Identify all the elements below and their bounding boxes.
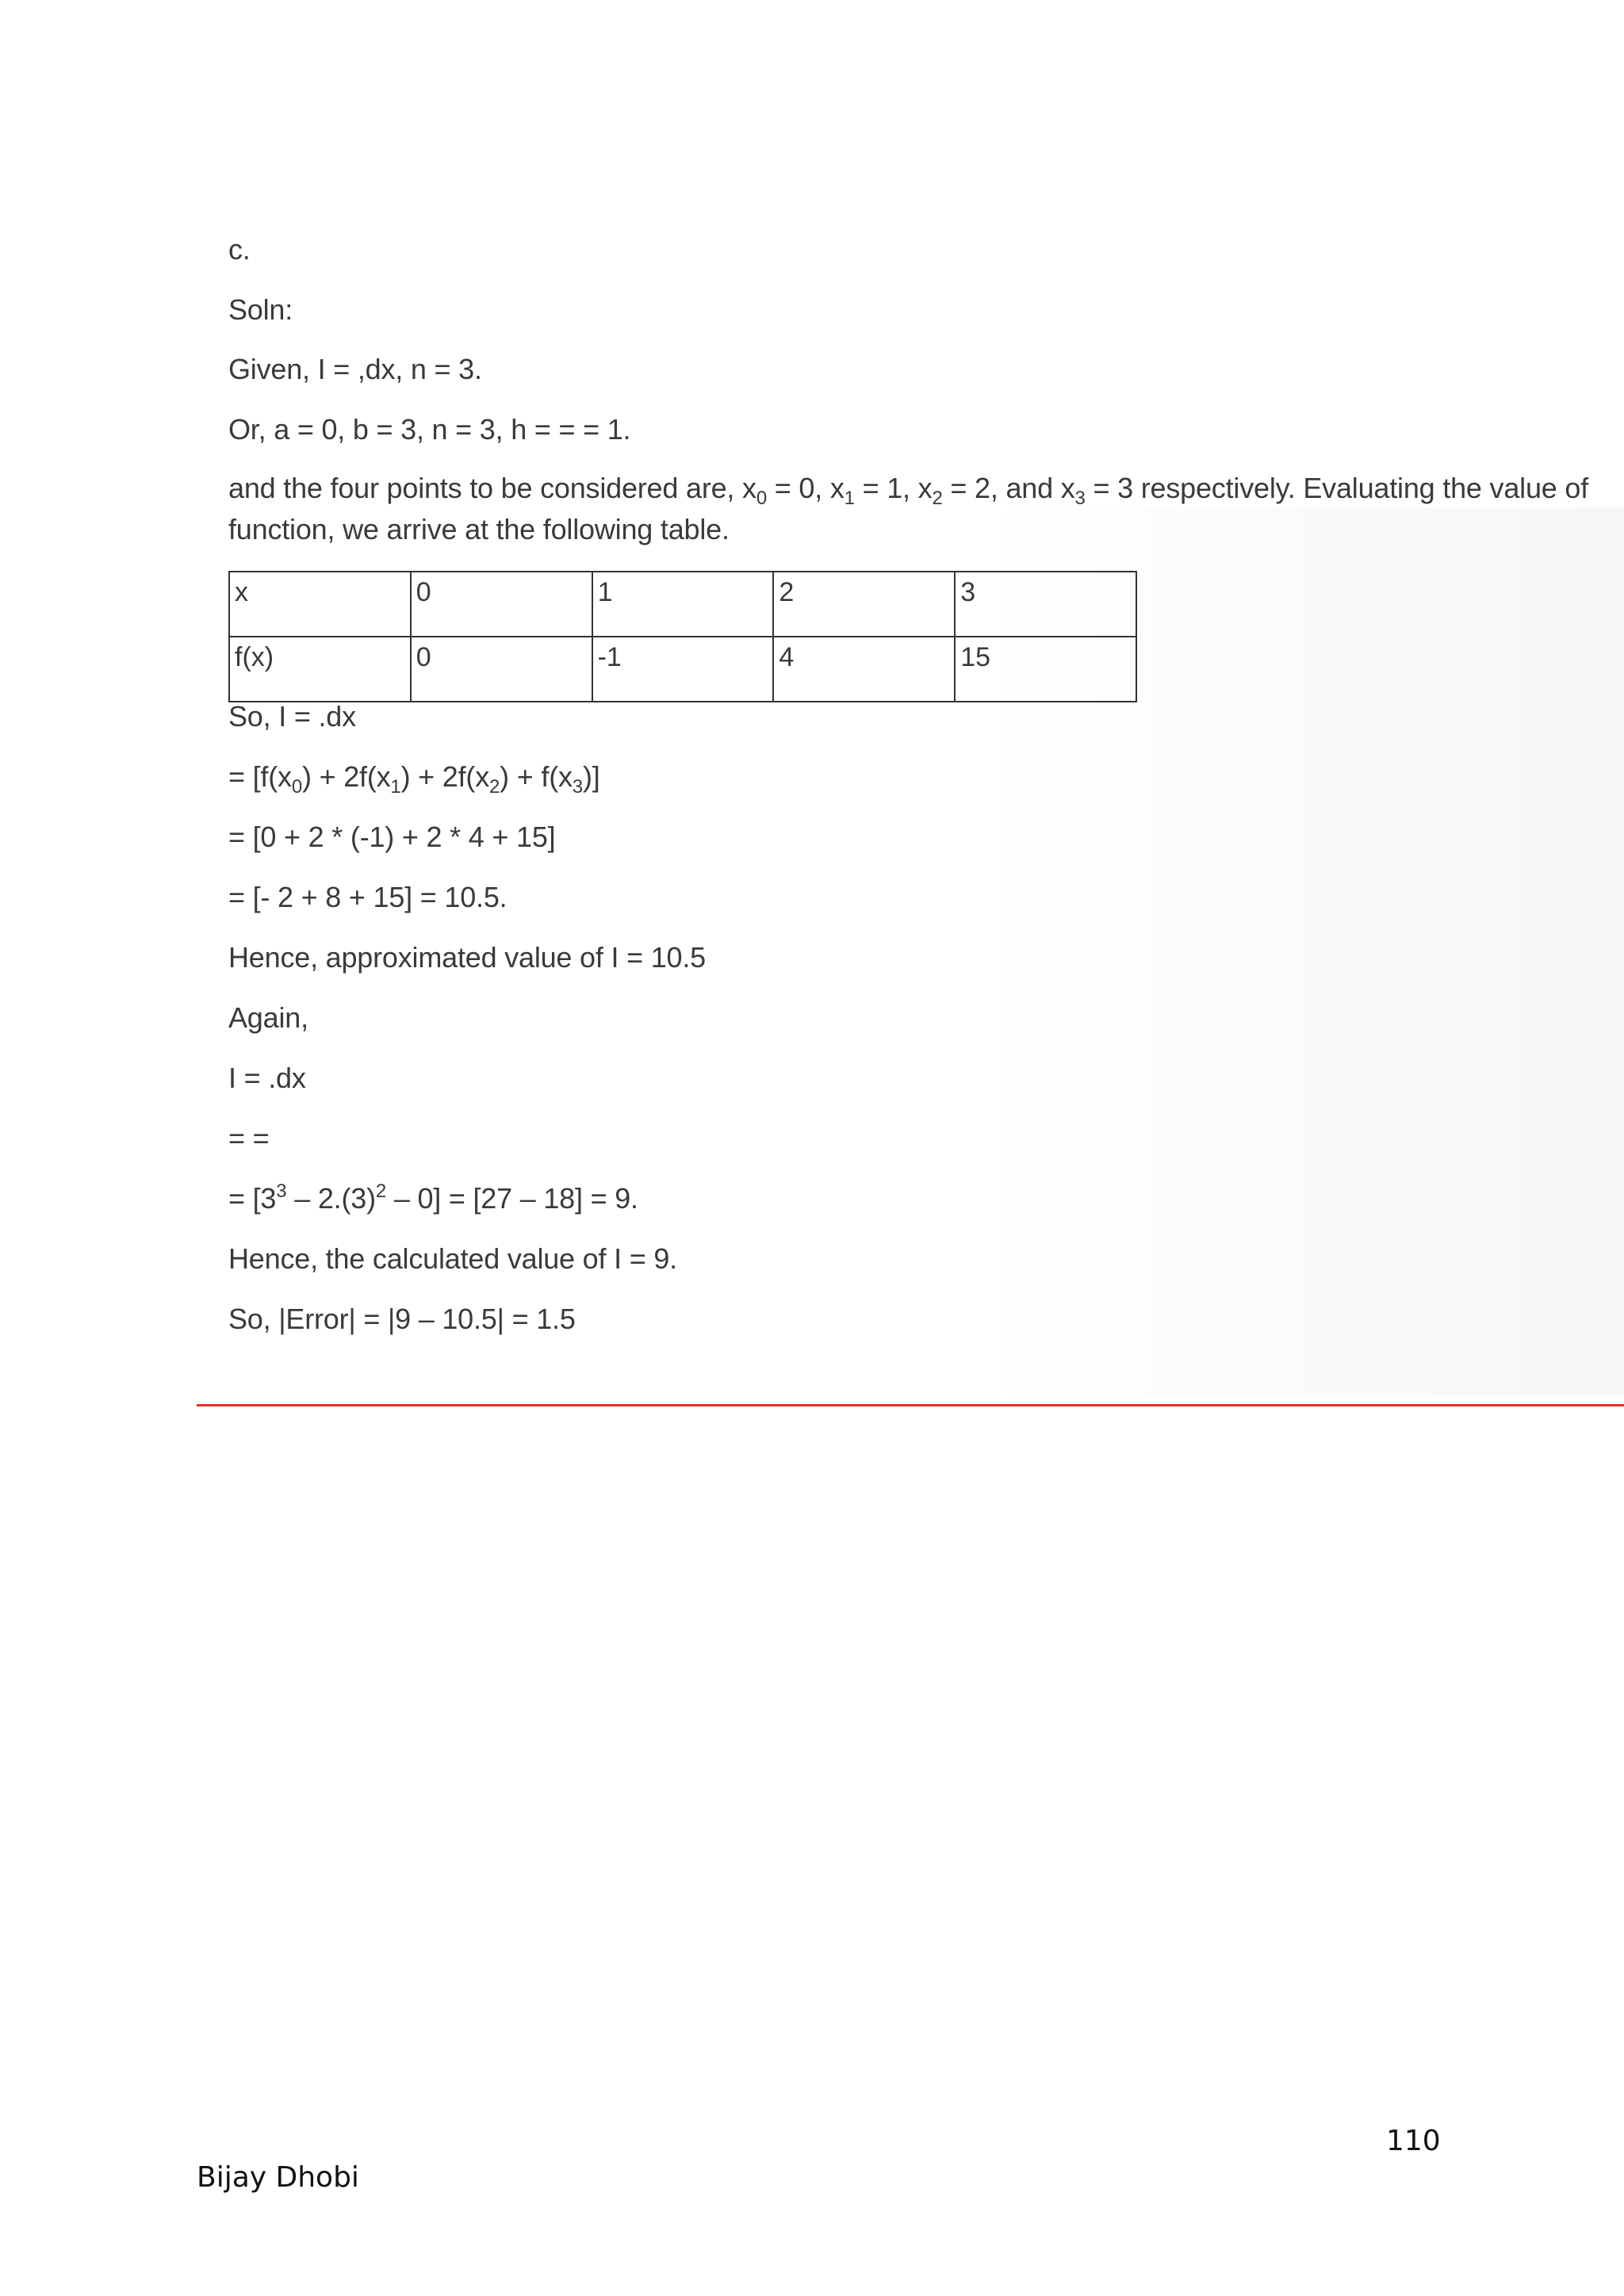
table-cell: 2 — [773, 572, 955, 637]
approx-value-line: Hence, approximated value of I = 10.5 — [228, 941, 706, 974]
table-cell: -1 — [592, 637, 774, 702]
table-cell: 0 — [411, 637, 592, 702]
integral-line: I = .dx — [228, 1062, 306, 1094]
table-cell: 4 — [773, 637, 955, 702]
points-paragraph: and the four points to be considered are, $x_0 = 0$, $x_1 = 1$, $x_2 = 2$, and $x_3 = 3$ respectively. Evaluating the value of function, we arrive at the following table. — [228, 472, 1589, 545]
params-line: Or, a = 0, b = 3, n = 3, h = = = 1. — [228, 413, 631, 446]
equals-line: = = — [228, 1122, 270, 1154]
function-table — [228, 571, 1137, 702]
table-row — [229, 572, 1136, 637]
table-cell: 3 — [955, 572, 1136, 637]
soln-label: Soln: — [228, 293, 293, 326]
calculated-value-line: Hence, the calculated value of I = 9. — [228, 1242, 677, 1275]
table-cell: x — [229, 572, 411, 637]
error-line: So, |Error| = |9 – 10.5| = 1.5 — [228, 1303, 576, 1335]
step-line-1: = [0 + 2 * (-1) + 2 * 4 + 15] — [228, 821, 556, 853]
author-footer: Bijay Dhobi — [197, 2161, 359, 2194]
given-line: Given, I = ,dx, n = 3. — [228, 353, 482, 385]
table-row — [229, 637, 1136, 702]
again-line: Again, — [228, 1001, 308, 1034]
table-cell: 15 — [955, 637, 1136, 702]
item-label: c. — [228, 233, 251, 266]
so-line: So, I = .dx — [228, 700, 356, 733]
step-line-2: = [- 2 + 8 + 15] = 10.5. — [228, 881, 508, 913]
formula-line: = $[f(x_0) + 2f(x_1) + 2f(x_2) + f(x_3)]$ — [228, 760, 600, 798]
page-number: 110 — [1386, 2125, 1441, 2157]
calc-line: = $[3^3 - 2.(3)^2 - 0] = [27 - 18] = 9$. — [228, 1181, 638, 1215]
red-divider — [197, 1404, 1624, 1406]
table-cell: f(x) — [229, 637, 411, 702]
table-cell: 1 — [592, 572, 774, 637]
table-cell: 0 — [411, 572, 592, 637]
